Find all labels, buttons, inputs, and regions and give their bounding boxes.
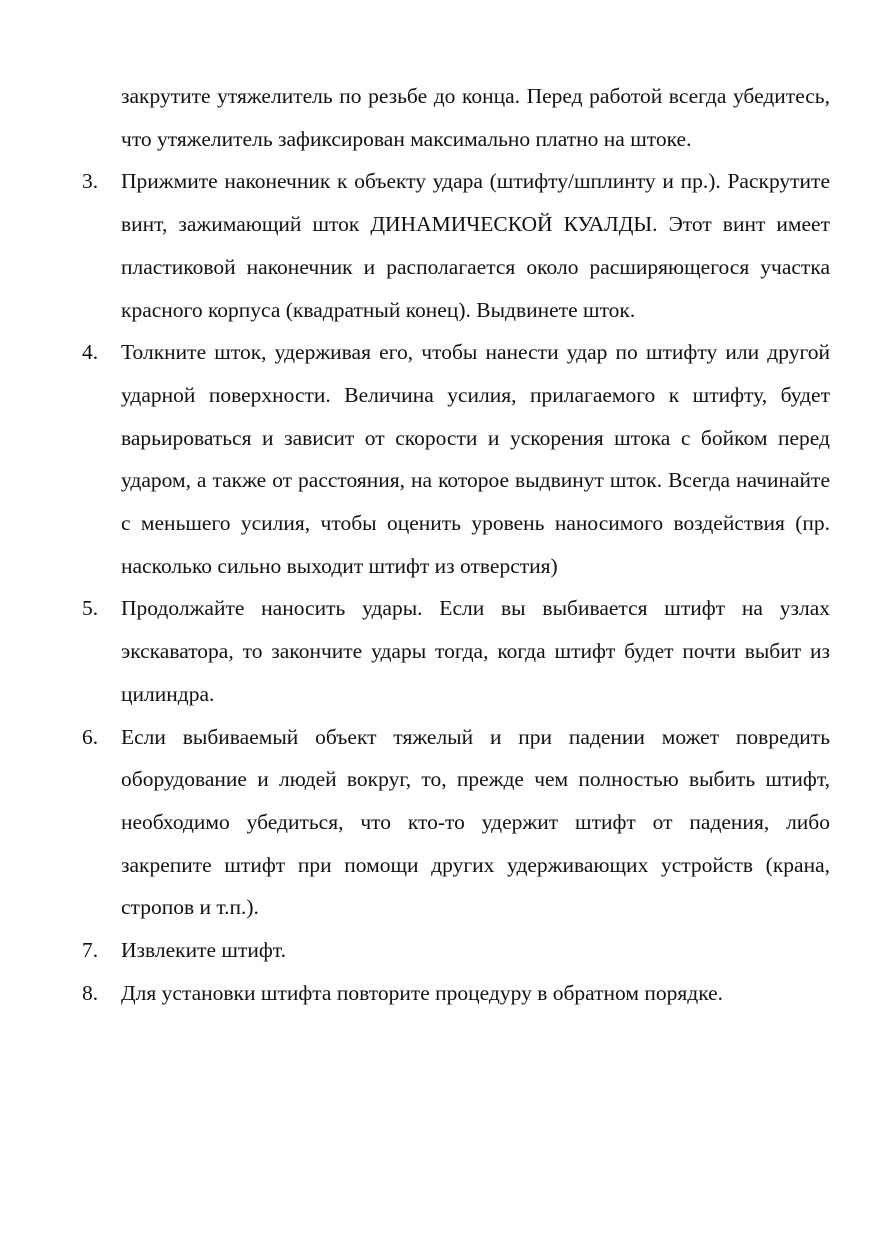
list-item (82, 331, 830, 587)
item-number: 8. (82, 980, 99, 1005)
item-number: 4. (82, 340, 99, 365)
item-number: 6. (82, 724, 99, 749)
item-text: Прижмите наконечник к объекту удара (штифту/шплинту и пр.). Раскрутите винт, зажимающий шток ДИНАМИЧЕСКОЙ КУАЛДЫ. Этот винт имеет пластиковой наконечник и располагается около расширяющегося участка красного корпуса (квадратный конец). Выдвинете шток. (121, 169, 830, 322)
item-number: 3. (82, 169, 99, 194)
item-text: Извлеките штифт. (121, 938, 286, 963)
continued-paragraph: закрутите утяжелитель по резьбе до конца. Перед работой всегда убедитесь, что утяжелитель зафиксирован максимально платно на штоке. (121, 84, 830, 151)
item-text: Если выбиваемый объект тяжелый и при падении может повредить оборудование и людей вокруг, то, прежде чем полностью выбить штифт, необходимо убедиться, что кто-то удержит штифт от падения, либо закрепите штифт при помощи других удерживающих устройств (крана, стропов и т.п.). (121, 724, 830, 920)
item-text: Толкните шток, удерживая его, чтобы нанести удар по штифту или другой ударной поверхности. Величина усилия, прилагаемого к штифту, будет варьироваться и зависит от скорости и ускорения штока с бойком перед ударом, а также от расстояния, на которое выдвинут шток. Всегда начинайте с меньшего усилия, чтобы оценить уровень наносимого воздействия (пр. насколько сильно выходит штифт из отверстия) (121, 340, 830, 578)
item-text: Для установки штифта повторите процедуру в обратном порядке. (121, 980, 724, 1005)
list-item (82, 929, 830, 972)
list-item (82, 587, 830, 715)
item-text: Продолжайте наносить удары. Если вы выбивается штифт на узлах экскаватора, то закончите удары тогда, когда штифт будет почти выбит из цилиндра. (121, 596, 830, 706)
item-number: 5. (82, 596, 99, 621)
instruction-list (82, 75, 830, 1014)
list-item (82, 716, 830, 930)
list-item (82, 160, 830, 331)
item-number: 7. (82, 938, 99, 963)
list-item (82, 972, 830, 1015)
